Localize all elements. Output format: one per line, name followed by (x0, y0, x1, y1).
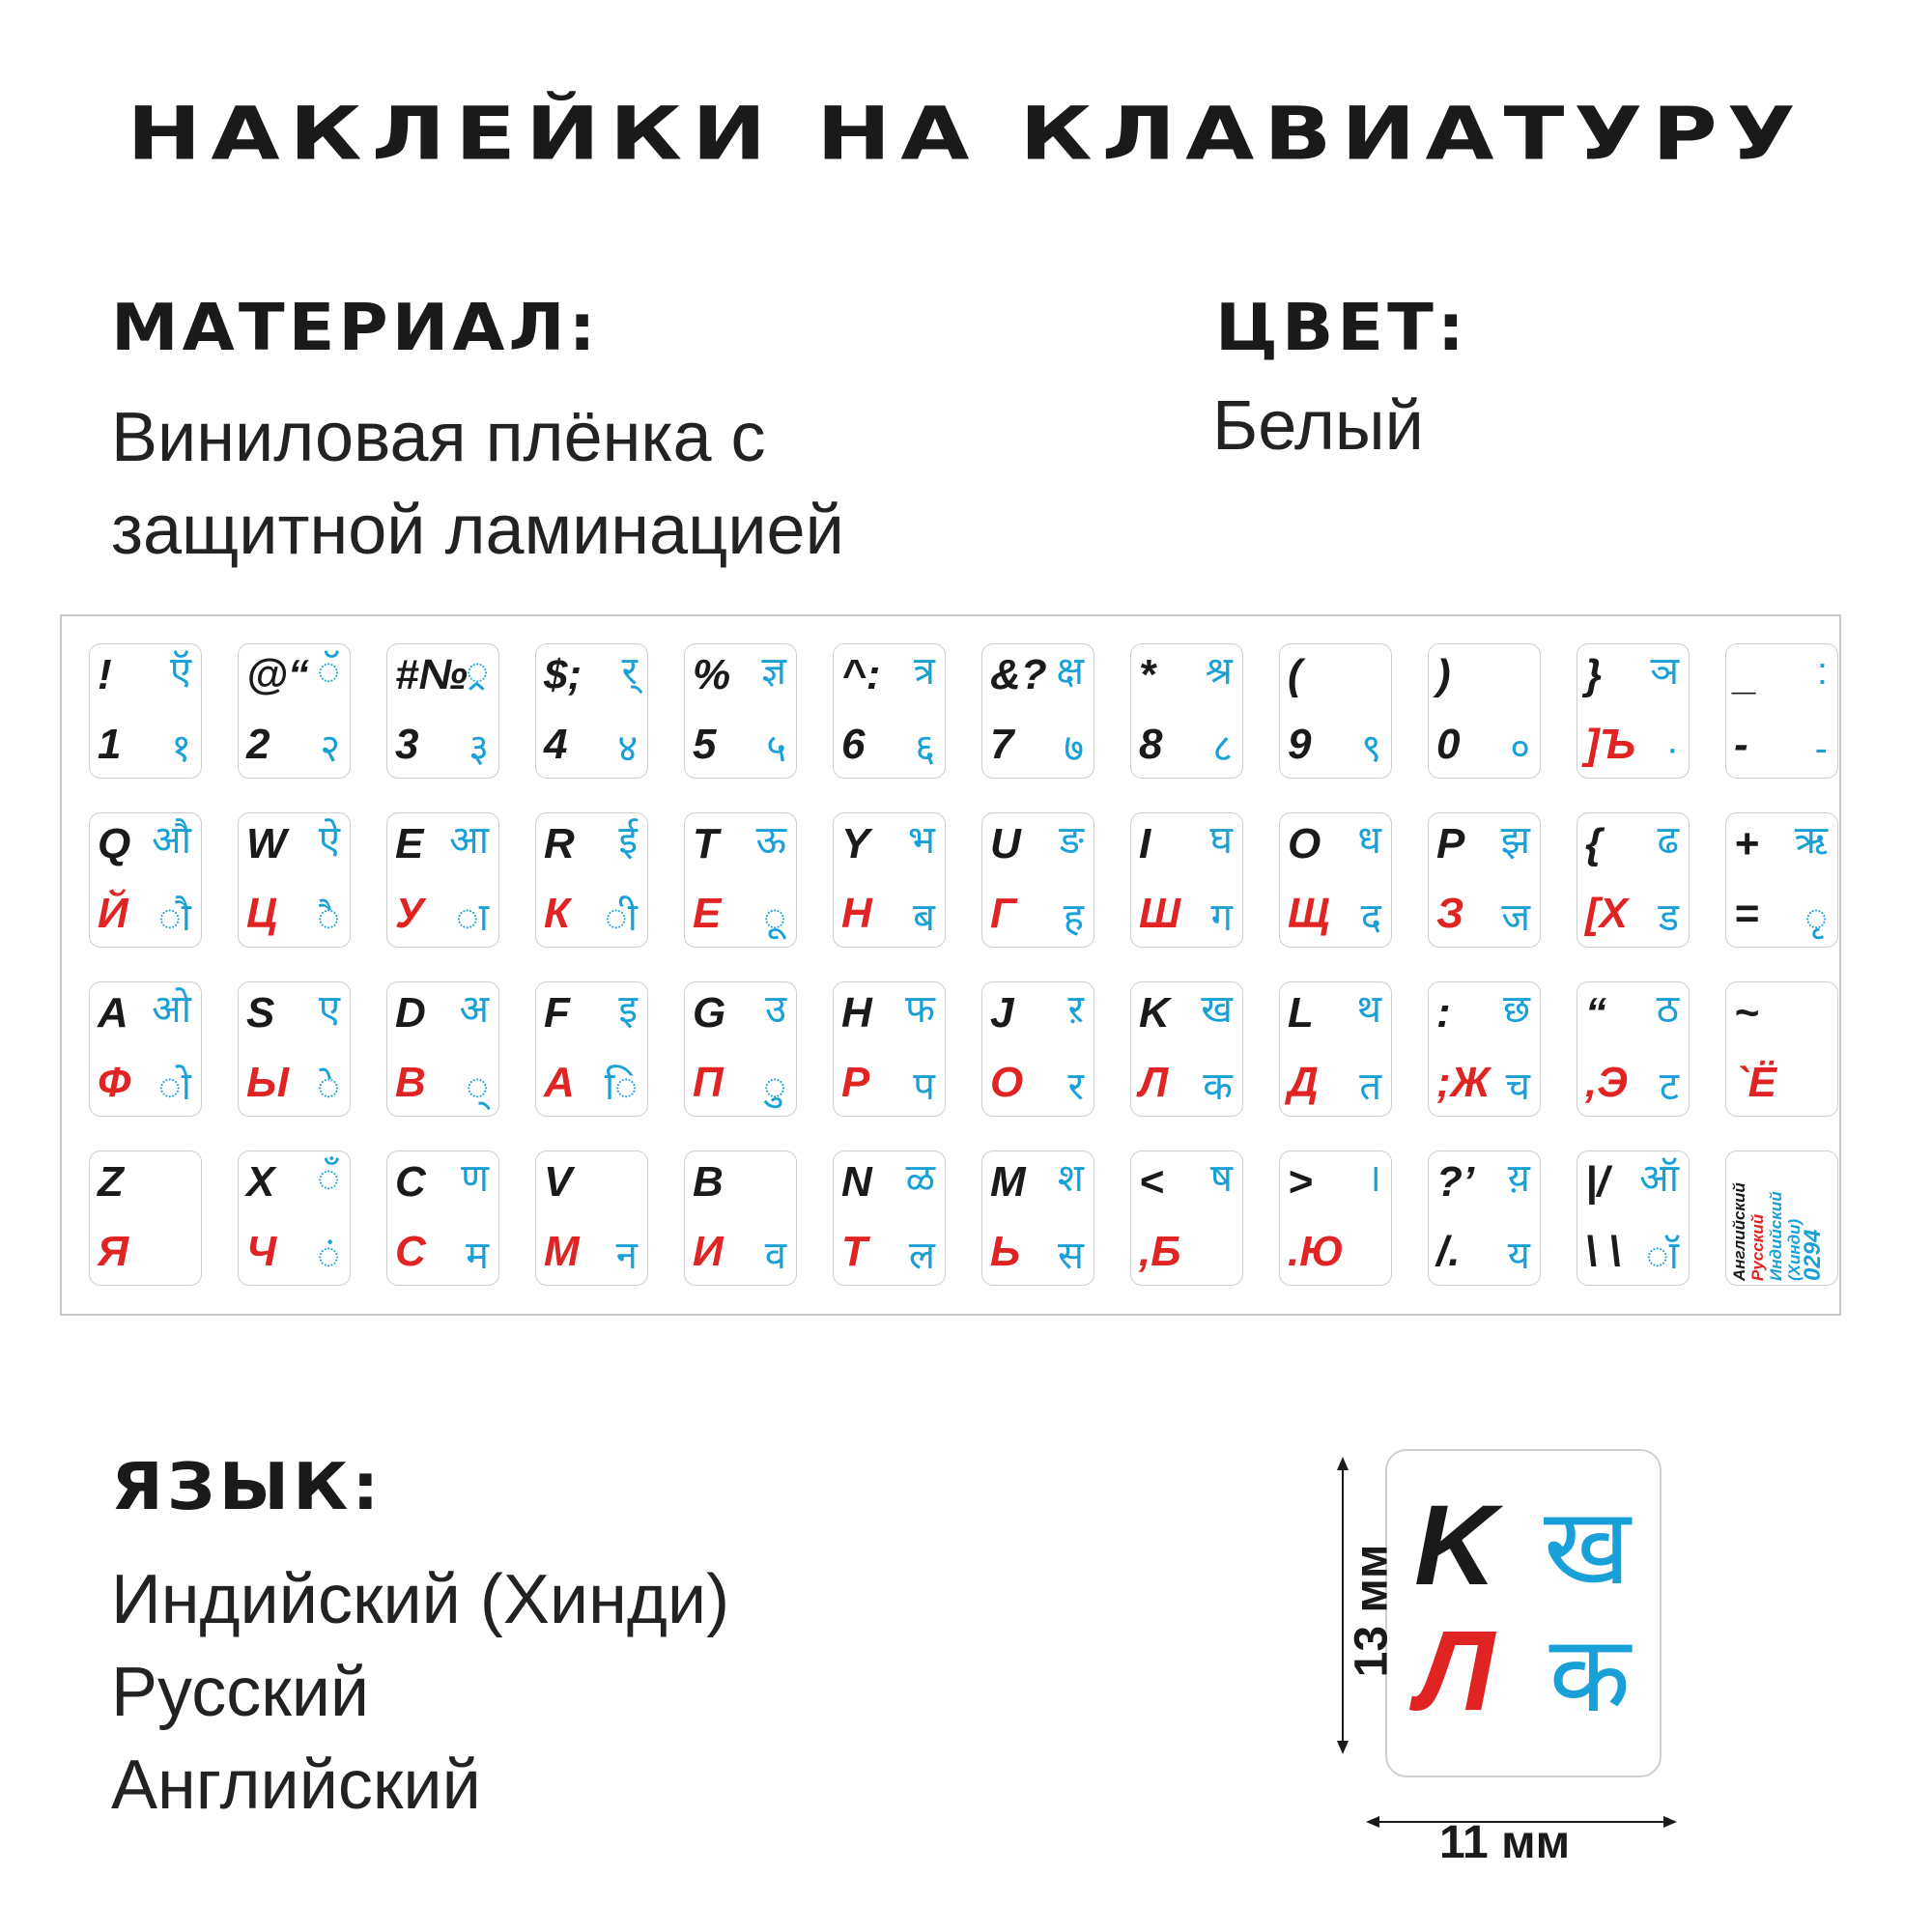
sticker-key (535, 643, 648, 779)
sheet-info-line: 0294 (1800, 1229, 1826, 1281)
sticker-hindi: ु (763, 1065, 786, 1108)
color-heading: ЦВЕТ: (1215, 290, 1468, 365)
sticker-hindi-shift: ँ (317, 1157, 340, 1200)
sticker-russian: Е (693, 890, 722, 937)
sticker-key (1130, 643, 1243, 779)
sticker-hindi-shift: ऑ (1639, 1157, 1679, 1200)
sticker-hindi-shift: ळ (905, 1157, 935, 1200)
sticker-key (1279, 1151, 1392, 1286)
sticker-english: W (246, 820, 287, 867)
sticker-key (1428, 1151, 1541, 1286)
sticker-english: Y (841, 820, 870, 867)
sticker-english: C (395, 1158, 426, 1206)
sticker-english: < (1139, 1158, 1164, 1206)
sticker-hindi: ॉ (1645, 1235, 1679, 1277)
sticker-hindi-shift: ञ (1650, 650, 1679, 693)
material-line-1: Виниловая плёнка с (111, 399, 766, 476)
sticker-hindi-shift: ए (318, 988, 340, 1031)
sticker-russian: Я (98, 1228, 129, 1275)
sticker-hindi: ट (1659, 1065, 1679, 1108)
sticker-key (1725, 643, 1838, 779)
sticker-english: ^: (841, 651, 881, 698)
sticker-english: #№ (395, 651, 468, 698)
sticker-russian: Щ (1288, 890, 1330, 937)
sticker-key (1130, 981, 1243, 1117)
sticker-hindi-shift: ध (1357, 819, 1381, 862)
language-hindi: Индийский (Хинди) (111, 1561, 730, 1638)
sticker-russian: /. (1436, 1228, 1461, 1275)
height-label: 13 мм (1346, 1544, 1398, 1678)
sticker-russian: Д (1288, 1059, 1319, 1106)
sticker-english: ) (1436, 651, 1451, 698)
sticker-hindi: द (1360, 896, 1381, 939)
color-value: Белый (1212, 387, 1424, 465)
sticker-key (1279, 981, 1392, 1117)
sticker-hindi: ७ (1064, 727, 1084, 770)
sticker-english: R (544, 820, 575, 867)
sticker-russian: Ш (1139, 890, 1181, 937)
sticker-english: “ (1585, 989, 1606, 1037)
sticker-hindi-shift: ण (461, 1157, 489, 1200)
sticker-russian: 2 (246, 721, 270, 768)
sticker-english: &? (990, 651, 1047, 698)
sticker-hindi: ज (1501, 896, 1530, 939)
language-russian: Русский (111, 1654, 370, 1731)
sticker-english: X (246, 1158, 275, 1206)
sticker-hindi: र (1067, 1065, 1084, 1108)
sticker-russian: 4 (544, 721, 568, 768)
sticker-english: V (544, 1158, 573, 1206)
sticker-hindi: · (1665, 727, 1679, 770)
sticker-hindi: च (1505, 1065, 1530, 1108)
sticker-hindi-shift: उ (765, 988, 786, 1031)
sticker-hindi: ५ (766, 727, 786, 770)
sticker-hindi-shift: औ (152, 819, 191, 862)
sticker-key (684, 812, 797, 948)
sticker-hindi: ८ (1212, 727, 1233, 770)
sheet-info-line: (Хинди) (1785, 1218, 1804, 1281)
sticker-english: + (1734, 820, 1759, 867)
material-line-2: защитной ламинацией (111, 492, 844, 569)
sticker-english: Z (98, 1158, 124, 1206)
sticker-key (1577, 1151, 1690, 1286)
sticker-hindi: १ (171, 727, 191, 770)
sticker-hindi-shift: फ (905, 988, 935, 1031)
sticker-english: L (1288, 989, 1314, 1037)
sticker-english: P (1436, 820, 1465, 867)
sticker-english: $; (544, 651, 582, 698)
sticker-hindi-shift: घ (1209, 819, 1233, 862)
sticker-hindi: ह (1063, 896, 1084, 939)
sticker-hindi: २ (320, 727, 340, 770)
sticker-english: D (395, 989, 426, 1037)
sticker-russian: К (544, 890, 571, 937)
sheet-info-text (1730, 1155, 1826, 1281)
sticker-english: ?’ (1436, 1158, 1475, 1206)
sticker-hindi: य (1507, 1235, 1530, 1277)
sticker-key (1130, 1151, 1243, 1286)
sticker-hindi: ९ (1361, 727, 1381, 770)
sticker-russian: Й (98, 890, 128, 937)
sticker-key (535, 1151, 648, 1286)
sticker-russian: Ы (246, 1059, 289, 1106)
sticker-hindi: ३ (469, 727, 489, 770)
sticker-hindi-shift: ष (1209, 1157, 1233, 1200)
sticker-english: N (841, 1158, 872, 1206)
sticker-hindi: ड (1658, 896, 1679, 939)
sticker-russian: И (693, 1228, 724, 1275)
sticker-english: : (1436, 989, 1451, 1037)
sticker-key (386, 1151, 499, 1286)
sticker-hindi-shift: ऐ (318, 819, 340, 862)
sticker-russian: Л (1139, 1059, 1169, 1106)
material-heading: МАТЕРИАЛ: (111, 290, 600, 365)
sticker-russian: ]Ъ (1585, 721, 1636, 768)
sticker-hindi-shift: ओ (152, 988, 191, 1031)
sticker-english: T (693, 820, 719, 867)
sticker-hindi-shift: ऋ (1794, 819, 1828, 862)
sample-key-hindi-top: ख (1544, 1485, 1631, 1608)
sticker-key (238, 981, 351, 1117)
sticker-hindi-shift: । (1366, 1157, 1381, 1200)
sticker-russian: О (990, 1059, 1024, 1106)
sticker-hindi-shift: अ (459, 988, 489, 1031)
sticker-key (1577, 643, 1690, 779)
sticker-key (1130, 812, 1243, 948)
sticker-key (981, 981, 1094, 1117)
sticker-russian: 7 (990, 721, 1014, 768)
sticker-key (89, 812, 202, 948)
sticker-key (386, 643, 499, 779)
sticker-hindi: त (1359, 1065, 1381, 1108)
sticker-russian: Т (841, 1228, 867, 1275)
sticker-russian: 9 (1288, 721, 1312, 768)
sticker-sheet (60, 614, 1841, 1316)
sticker-hindi: व (764, 1235, 786, 1277)
sticker-english: > (1288, 1158, 1313, 1206)
sticker-english: @“ (246, 651, 309, 698)
sticker-russian: 8 (1139, 721, 1163, 768)
sticker-english: % (693, 651, 731, 698)
sticker-hindi: न (615, 1235, 638, 1277)
sticker-hindi-shift: र् (621, 650, 638, 693)
sticker-russian: [Х (1585, 890, 1628, 937)
sticker-hindi-shift: आ (449, 819, 489, 862)
sticker-hindi: क (1203, 1065, 1233, 1108)
sticker-russian: 3 (395, 721, 419, 768)
sticker-english: J (990, 989, 1014, 1037)
sticker-key (684, 643, 797, 779)
sticker-hindi: ै (317, 896, 340, 939)
sticker-english: A (98, 989, 128, 1037)
sticker-hindi: ् (466, 1065, 489, 1108)
sticker-key (1428, 812, 1541, 948)
sticker-english: _ (1734, 651, 1758, 698)
sticker-hindi: प (913, 1065, 935, 1108)
sticker-key (1725, 812, 1838, 948)
sticker-hindi-shift: ख (1201, 988, 1233, 1031)
sticker-hindi-shift: ॅ (317, 650, 340, 693)
sheet-info-line: Английский (1730, 1182, 1748, 1281)
sticker-russian: В (395, 1059, 426, 1106)
page-title: НАКЛЕЙКИ НА КЛАВИАТУРУ (127, 92, 1805, 177)
sticker-hindi: ू (763, 896, 786, 939)
sticker-russian: .Ю (1288, 1228, 1345, 1275)
language-english: Английский (111, 1747, 481, 1824)
sticker-english: * (1139, 651, 1156, 698)
sticker-russian: `Ё (1734, 1059, 1776, 1106)
sheet-info-key (1725, 1151, 1838, 1286)
sticker-hindi: ी (604, 896, 638, 939)
sticker-hindi: ब (913, 896, 935, 939)
sticker-hindi-shift: ऱ (1067, 988, 1084, 1031)
sticker-hindi-shift: य़ (1507, 1157, 1530, 1200)
sticker-key (981, 812, 1094, 948)
sticker-hindi-shift: ई (618, 819, 638, 862)
sticker-russian: Ц (246, 890, 278, 937)
sticker-hindi-shift: ढ (1657, 819, 1679, 862)
sticker-key (833, 981, 946, 1117)
sticker-key (833, 812, 946, 948)
sheet-info-line: Русский (1748, 1213, 1767, 1281)
sticker-hindi-shift: ज्ञ (761, 650, 786, 693)
sticker-key (89, 1151, 202, 1286)
sticker-russian: 1 (98, 721, 122, 768)
sticker-key (238, 643, 351, 779)
sticker-english: U (990, 820, 1021, 867)
sticker-english: H (841, 989, 872, 1037)
sticker-english: E (395, 820, 424, 867)
sticker-hindi-shift: त्र (913, 650, 935, 693)
sticker-english: Q (98, 820, 131, 867)
sticker-english: B (693, 1158, 724, 1206)
sticker-english: ~ (1734, 989, 1759, 1037)
material-text (111, 391, 844, 577)
sticker-hindi-shift: झ (1500, 819, 1530, 862)
sticker-english: O (1288, 820, 1321, 867)
sticker-english: |/ (1585, 1158, 1609, 1206)
sticker-russian: ,Э (1585, 1059, 1628, 1106)
sticker-hindi: ० (1510, 727, 1530, 770)
sticker-hindi: ो (157, 1065, 191, 1108)
sticker-english: S (246, 989, 275, 1037)
sticker-key (833, 1151, 946, 1286)
sticker-hindi-shift: श्र (1205, 650, 1233, 693)
sticker-russian: М (544, 1228, 580, 1275)
sticker-key (684, 1151, 797, 1286)
sticker-english: I (1139, 820, 1151, 867)
width-label: 11 мм (1439, 1817, 1571, 1868)
sticker-russian: 5 (693, 721, 717, 768)
sticker-hindi-shift: इ (618, 988, 638, 1031)
sticker-english: M (990, 1158, 1026, 1206)
sticker-hindi-shift: : (1816, 650, 1828, 693)
sticker-hindi-shift: भ (907, 819, 935, 862)
sticker-key (1577, 981, 1690, 1117)
sticker-key (1577, 812, 1690, 948)
sticker-hindi: ृ (1804, 896, 1828, 939)
sample-key-english: K (1414, 1482, 1497, 1609)
sticker-russian: Ф (98, 1059, 131, 1106)
sticker-english: F (544, 989, 570, 1037)
sticker-key (535, 812, 648, 948)
sticker-hindi-shift: थ (1356, 988, 1381, 1031)
sticker-hindi: ६ (915, 727, 935, 770)
sticker-russian: ;Ж (1436, 1059, 1491, 1106)
sticker-key (238, 1151, 351, 1286)
sticker-key (386, 812, 499, 948)
sticker-russian: З (1436, 890, 1464, 937)
sheet-info-line: Индийский (1767, 1191, 1785, 1281)
sticker-english: G (693, 989, 726, 1037)
sticker-russian: ,Б (1139, 1228, 1181, 1275)
sticker-key (684, 981, 797, 1117)
sticker-hindi: ग (1210, 896, 1233, 939)
sticker-russian: 6 (841, 721, 866, 768)
sticker-russian: П (693, 1059, 724, 1106)
sticker-key (833, 643, 946, 779)
sticker-key (1428, 643, 1541, 779)
sticker-hindi: ४ (617, 727, 638, 770)
sample-key-russian: Л (1416, 1607, 1495, 1735)
sticker-hindi-shift: क्ष (1056, 650, 1084, 693)
sticker-russian: Н (841, 890, 872, 937)
sticker-russian: - (1734, 721, 1748, 768)
sticker-hindi: स (1057, 1235, 1084, 1277)
sticker-russian: Ч (246, 1228, 277, 1275)
sticker-key (89, 981, 202, 1117)
sticker-key (981, 643, 1094, 779)
sticker-hindi: म (466, 1235, 489, 1277)
sticker-english: } (1585, 651, 1603, 698)
sticker-russian: Г (990, 890, 1017, 937)
sticker-key (238, 812, 351, 948)
sticker-hindi-shift: ङ (1059, 819, 1084, 862)
sticker-key (1279, 812, 1392, 948)
sticker-russian: С (395, 1228, 426, 1275)
sticker-hindi-shift: ऊ (755, 819, 786, 862)
sticker-hindi: े (317, 1065, 340, 1108)
sticker-russian: А (544, 1059, 575, 1106)
sticker-hindi-shift: ऍ (169, 650, 191, 693)
sticker-english: K (1139, 989, 1170, 1037)
sticker-english: { (1585, 820, 1603, 867)
sticker-russian: \ \ (1585, 1228, 1621, 1275)
language-list (111, 1553, 729, 1832)
sticker-english: ( (1288, 651, 1302, 698)
sample-key-hindi-bottom: क (1548, 1612, 1631, 1736)
sticker-hindi: ं (317, 1235, 340, 1277)
sticker-hindi: ौ (157, 896, 191, 939)
sticker-russian: 0 (1436, 721, 1461, 768)
sticker-russian: У (395, 890, 424, 937)
sticker-key (386, 981, 499, 1117)
sticker-key (1279, 643, 1392, 779)
sticker-hindi-shift: ्र (466, 650, 489, 693)
sticker-hindi-shift: श (1057, 1157, 1084, 1200)
sticker-hindi: ि (604, 1065, 638, 1108)
language-heading: ЯЗЫК: (111, 1449, 384, 1524)
sticker-hindi: ल (908, 1235, 935, 1277)
sticker-english: ! (98, 651, 112, 698)
sticker-key (981, 1151, 1094, 1286)
sample-key (1385, 1449, 1662, 1777)
sticker-hindi: - (1814, 727, 1828, 770)
sticker-key (535, 981, 648, 1117)
sticker-russian: Р (841, 1059, 870, 1106)
sticker-key (89, 643, 202, 779)
sticker-russian: Ь (990, 1228, 1021, 1275)
sticker-hindi-shift: छ (1502, 988, 1530, 1031)
sticker-hindi-shift: ठ (1656, 988, 1679, 1031)
sticker-key (1725, 981, 1838, 1117)
sticker-hindi: ा (455, 896, 489, 939)
sticker-key (1428, 981, 1541, 1117)
sticker-russian: = (1734, 890, 1759, 937)
